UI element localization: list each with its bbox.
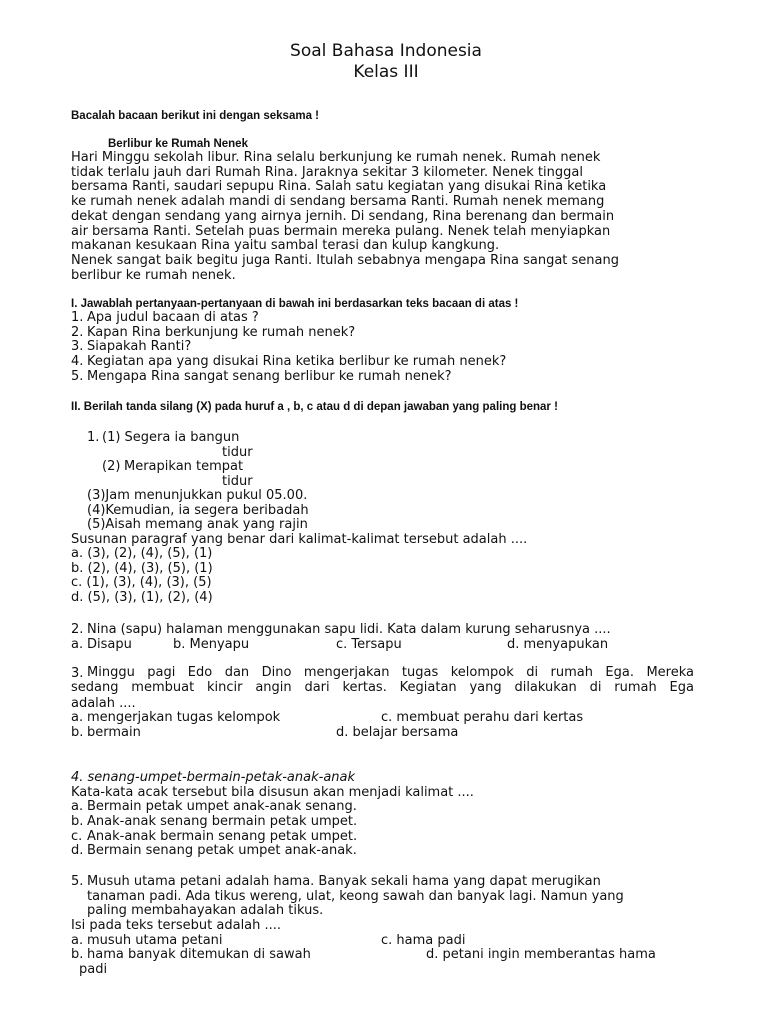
q2-option-a-letter: a. xyxy=(71,637,84,652)
q1-sentence-4: (4)Kemudian, ia segera beribadah xyxy=(87,503,309,518)
q4-scrambled-words: 4. senang-umpet-bermain-petak-anak-anak xyxy=(71,770,356,785)
question-text: Kegiatan apa yang disukai Rina ketika berlibur ke rumah nenek? xyxy=(87,354,507,370)
q1-sentence-1-cont: tidur xyxy=(222,445,253,460)
q5-line-2: tanaman padi. Ada tikus wereng, ulat, keong sawah dan banyak lagi. Namun yang xyxy=(87,889,624,904)
q5-line-1: Musuh utama petani adalah hama. Banyak sekali hama yang dapat merugikan xyxy=(87,874,601,889)
question-text: Siapakah Ranti? xyxy=(87,339,192,355)
list-item xyxy=(71,355,683,370)
q5-line-3: paling membahayakan adalah tikus. xyxy=(87,903,324,918)
story-line: bersama Ranti, saudari sepupu Rina. Salah satu kegiatan yang disukai Rina ketika xyxy=(71,179,607,195)
reading-instruction: Bacalah bacaan berikut ini dengan seksama ! xyxy=(71,110,319,122)
q4-option-a: Bermain petak umpet anak-anak senang. xyxy=(87,799,357,814)
list-item xyxy=(71,326,683,341)
q4-option-d: Bermain senang petak umpet anak-anak. xyxy=(87,843,357,858)
story-line: berlibur ke rumah nenek. xyxy=(71,267,236,283)
q1-option-d: d. (5), (3), (1), (2), (4) xyxy=(71,590,213,605)
question-text: Kapan Rina berkunjung ke rumah nenek? xyxy=(87,324,356,340)
q5-option-c: c. hama padi xyxy=(381,933,466,948)
q5-option-a-letter: a. xyxy=(71,933,84,948)
q1-sentence-1: (1) Segera ia bangun xyxy=(102,430,240,445)
question-number: 4. xyxy=(71,354,84,370)
q1-sentence-2: Merapikan tempat xyxy=(124,459,244,474)
q2-option-a: Disapu xyxy=(87,637,132,652)
q1-number: 1. xyxy=(87,430,100,445)
q3-option-d: d. belajar bersama xyxy=(336,725,459,740)
story-line: Hari Minggu sekolah libur. Rina selalu berkunjung ke rumah nenek. Rumah nenek xyxy=(71,150,601,165)
q5-prompt: Isi pada teks tersebut adalah .... xyxy=(71,918,282,933)
q3-line-3: adalah .... xyxy=(71,696,136,711)
q4-option-b: Anak-anak senang bermain petak umpet. xyxy=(87,814,358,829)
q5-option-d-cont: padi xyxy=(79,962,108,977)
story-text xyxy=(71,151,683,283)
q1-option-c: c. (1), (3), (4), (3), (5) xyxy=(71,575,212,590)
q1-sentence-5: (5)Aisah memang anak yang rajin xyxy=(87,517,308,532)
story-line: tidak terlalu jauh dari Rumah Rina. Jaraknya sekitar 3 kilometer. Nenek tinggal xyxy=(71,164,583,180)
question-number: 2. xyxy=(71,324,84,340)
q4-option-c-letter: c. xyxy=(71,829,83,844)
question-text: Apa judul bacaan di atas ? xyxy=(87,310,259,325)
q1-option-a: a. (3), (2), (4), (5), (1) xyxy=(71,546,213,561)
question-number: 5. xyxy=(71,368,84,384)
story-line: Nenek sangat baik begitu juga Ranti. Itulah sebabnya mengapa Rina sangat senang xyxy=(71,252,619,268)
q3-number: 3. xyxy=(71,666,84,681)
list-item xyxy=(71,370,683,385)
question-text: Mengapa Rina sangat senang berlibur ke rumah nenek? xyxy=(87,368,452,384)
q3-option-b: bermain xyxy=(87,725,141,740)
list-item xyxy=(71,311,683,326)
q5-option-a: musuh utama petani xyxy=(87,933,223,948)
question-number: 1. xyxy=(71,310,84,325)
q5-option-b-letter: b. xyxy=(71,947,84,962)
q3-line-2: sedang membuat kincir angin dari kertas. Kegiatan yang dilakukan di rumah Ega xyxy=(71,680,694,695)
q1-prompt: Susunan paragraf yang benar dari kalimat-kalimat tersebut adalah .... xyxy=(71,532,528,547)
q4-option-d-letter: d. xyxy=(71,843,84,858)
q2-option-d: d. menyapukan xyxy=(507,637,609,652)
q4-option-a-letter: a. xyxy=(71,799,84,814)
worksheet-title: Soal Bahasa Indonesia xyxy=(290,41,482,61)
q2-option-c: c. Tersapu xyxy=(336,637,402,652)
q1-option-b: b. (2), (4), (3), (5), (1) xyxy=(71,561,213,576)
section1-questions xyxy=(71,311,683,385)
worksheet-class: Kelas III xyxy=(353,62,419,82)
section2-heading: II. Berilah tanda silang (X) pada huruf a , b, c atau d di depan jawaban yang paling benar ! xyxy=(71,401,558,413)
q3-option-a: mengerjakan tugas kelompok xyxy=(87,710,281,725)
q1-sentence-2-cont: tidur xyxy=(222,474,253,489)
q3-option-a-letter: a. xyxy=(71,710,84,725)
list-item xyxy=(71,340,683,355)
story-line: air bersama Ranti. Setelah puas bermain mereka pulang. Nenek telah menyiapkan xyxy=(71,223,611,239)
q5-option-d: d. petani ingin memberantas hama xyxy=(426,947,656,962)
q1-sentence-2-number: (2) xyxy=(102,459,121,474)
q3-option-c: c. membuat perahu dari kertas xyxy=(381,710,584,725)
q4-option-b-letter: b. xyxy=(71,814,84,829)
story-title: Berlibur ke Rumah Nenek xyxy=(108,138,248,150)
q1-sentence-3: (3)Jam menunjukkan pukul 05.00. xyxy=(87,488,308,503)
q3-line-1: Minggu pagi Edo dan Dino mengerjakan tugas kelompok di rumah Ega. Mereka xyxy=(87,665,694,680)
story-line: dekat dengan sendang yang airnya jernih. Di sendang, Rina berenang dan bermain xyxy=(71,208,615,224)
section1-heading: I. Jawablah pertanyaan-pertanyaan di bawah ini berdasarkan teks bacaan di atas ! xyxy=(71,298,519,310)
story-line: makanan kesukaan Rina yaitu sambal terasi dan kulup kangkung. xyxy=(71,238,500,254)
q4-option-c: Anak-anak bermain senang petak umpet. xyxy=(87,829,358,844)
q5-number: 5. xyxy=(71,874,84,889)
q5-option-b: hama banyak ditemukan di sawah xyxy=(87,947,311,962)
q3-option-b-letter: b. xyxy=(71,725,84,740)
q2-text: Nina (sapu) halaman menggunakan sapu lidi. Kata dalam kurung seharusnya .... xyxy=(87,622,611,637)
question-number: 3. xyxy=(71,339,84,355)
q4-prompt: Kata-kata acak tersebut bila disusun akan menjadi kalimat .... xyxy=(71,785,474,800)
q2-option-b: b. Menyapu xyxy=(173,637,250,652)
q2-number: 2. xyxy=(71,622,84,637)
story-line: ke rumah nenek adalah mandi di sendang bersama Ranti. Rumah nenek memang xyxy=(71,194,605,210)
